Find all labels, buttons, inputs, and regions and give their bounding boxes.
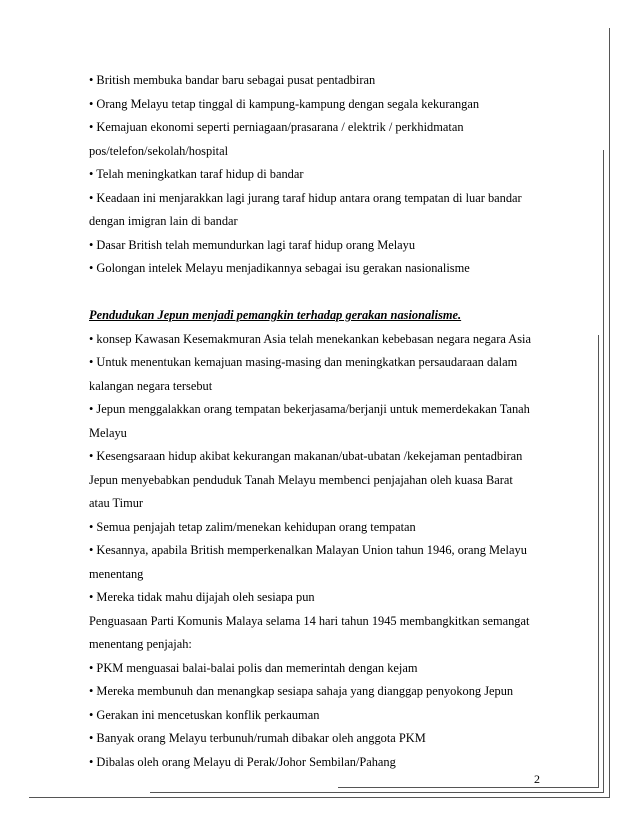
text-line: • British membuka bandar baru sebagai pusat pentadbiran: [89, 73, 376, 87]
text-line: • Dibalas oleh orang Melayu di Perak/Johor Sembilan/Pahang: [89, 754, 396, 769]
text-line: • Dasar British telah memundurkan lagi taraf hidup orang Melayu: [89, 237, 416, 252]
text-line: • Keadaan ini menjarakkan lagi jurang taraf hidup antara orang tempatan di luar bandar: [89, 190, 522, 205]
text-line: • Gerakan ini mencetuskan konflik perkauman: [89, 707, 320, 722]
text-line: • konsep Kawasan Kesemakmuran Asia telah menekankan kebebasan negara negara Asia: [89, 331, 531, 346]
text-line: dengan imigran lain di bandar: [89, 214, 238, 228]
border-right-inner: [598, 335, 599, 787]
document-body: [89, 69, 559, 774]
text-line: Melayu: [89, 425, 127, 440]
border-bottom-mid: [150, 792, 604, 793]
border-bottom-outer: [29, 797, 610, 798]
text-line: • Jepun menggalakkan orang tempatan bekerjasama/berjanji untuk memerdekakan Tanah: [89, 402, 530, 416]
border-right-mid: [603, 150, 604, 792]
text-line: • Untuk menentukan kemajuan masing-masing dan meningkatkan persaudaraan dalam: [89, 355, 518, 369]
text-line: • Mereka tidak mahu dijajah oleh sesiapa pun: [89, 590, 315, 604]
text-line: Jepun menyebabkan penduduk Tanah Melayu membenci penjajahan oleh kuasa Barat: [89, 472, 513, 487]
text-line: pos/telefon/sekolah/hospital: [89, 143, 229, 158]
border-right-outer: [609, 28, 610, 798]
text-line: • PKM menguasai balai-balai polis dan memerintah dengan kejam: [89, 660, 418, 675]
text-line: • Telah meningkatkan taraf hidup di bandar: [89, 167, 304, 181]
text-line: Penguasaan Parti Komunis Malaya selama 14 hari tahun 1945 membangkitkan semangat: [89, 613, 530, 628]
text-line: • Kesannya, apabila British memperkenalkan Malayan Union tahun 1946, orang Melayu: [89, 543, 527, 557]
text-line: • Banyak orang Melayu terbunuh/rumah dibakar oleh anggota PKM: [89, 731, 426, 745]
text-line: menentang: [89, 566, 144, 581]
text-line: menentang penjajah:: [89, 637, 192, 651]
text-line: • Kesengsaraan hidup akibat kekurangan makanan/ubat-ubatan /kekejaman pentadbiran: [89, 449, 523, 463]
paragraph-gap: [89, 281, 559, 305]
text-line: • Kemajuan ekonomi seperti perniagaan/prasarana / elektrik / perkhidmatan: [89, 120, 464, 134]
text-line: atau Timur: [89, 496, 144, 510]
page-number: 2: [534, 772, 540, 786]
text-line: • Semua penjajah tetap zalim/menekan kehidupan orang tempatan: [89, 519, 416, 534]
text-line: • Golongan intelek Melayu menjadikannya sebagai isu gerakan nasionalisme: [89, 261, 470, 275]
section-heading: Pendudukan Jepun menjadi pemangkin terhadap gerakan nasionalisme.: [89, 308, 462, 322]
border-bottom-inner: [338, 787, 599, 788]
text-line: kalangan negara tersebut: [89, 378, 213, 393]
text-line: • Orang Melayu tetap tinggal di kampung-kampung dengan segala kekurangan: [89, 96, 480, 111]
text-line: • Mereka membunuh dan menangkap sesiapa sahaja yang dianggap penyokong Jepun: [89, 684, 514, 698]
